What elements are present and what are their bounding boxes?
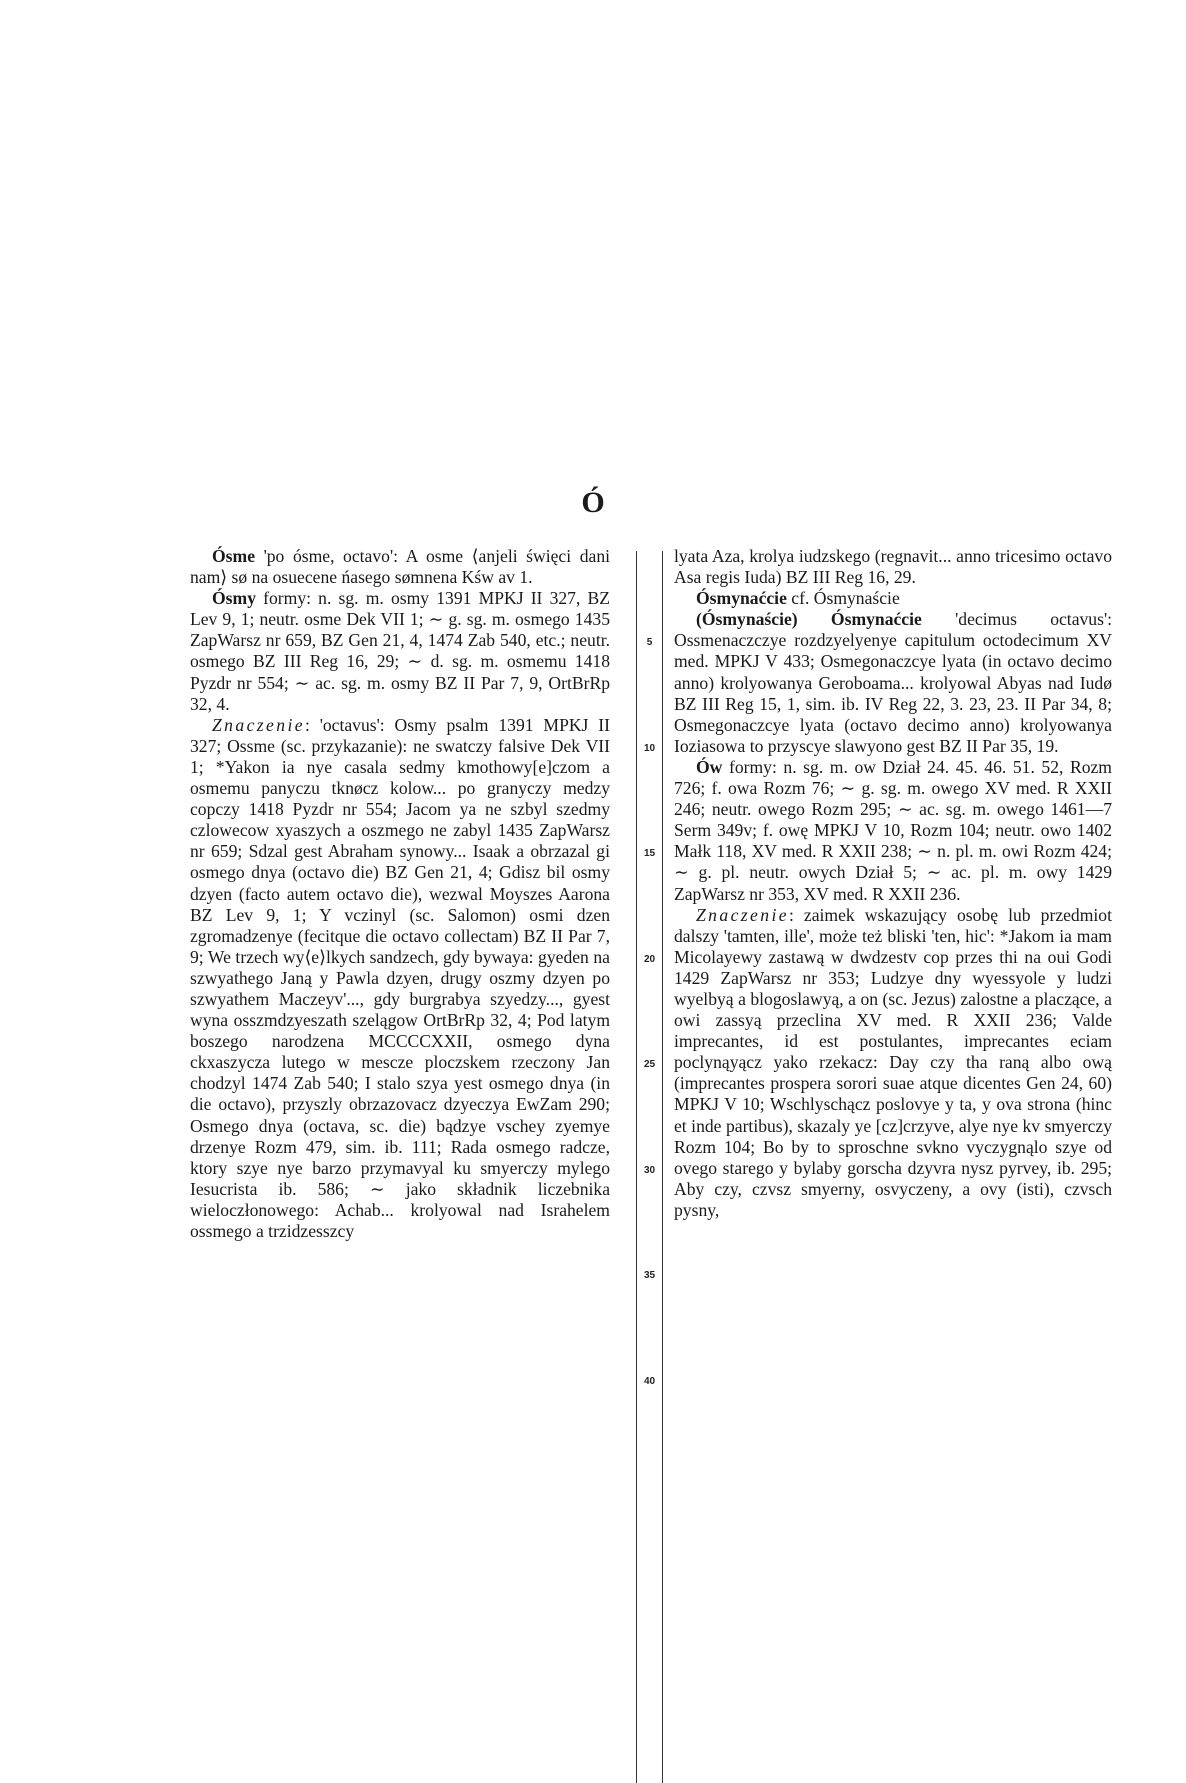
meaning-paragraph [674, 905, 1112, 1221]
page-heading: Ó [581, 486, 605, 519]
dictionary-entry [190, 546, 610, 588]
line-number: 30 [643, 1164, 656, 1176]
meaning-paragraph [190, 715, 610, 1242]
entry-text: 'decimus octavus': Ossmenaczczye rozdzyelyenye capitulum octodecimum XV med. MPKJ V 433; Osmegonaczcye lyata (in octavo decimo anno) krolyowanya Geroboama... krolyowal Abyas nad Iudø BZ III Reg 15, 1, sim. ib. IV Reg 22, 3. 23, 23. II Par 34, 8; Osmegonaczcye lyata (octavo decimo anno) krolyowanya Ioziasowa to przyscye slawyono gest BZ II Par 35, 19. [674, 609, 1112, 756]
entry-text: formy: n. sg. m. osmy 1391 MPKJ II 327, BZ Lev 9, 1; neutr. osme Dek VII 1; ∼ g. sg. m. osmego 1435 ZapWarsz nr 659, BZ Gen 21, 4, 1474 Zab 540, etc.; neutr. osmego BZ III Reg 16, 29; ∼ d. sg. m. osmemu 1418 Pyzdr nr 554; ∼ ac. sg. m. osmy BZ II Par 7, 9, OrtBrRp 32, 4. [190, 588, 610, 714]
dictionary-entry [674, 588, 1112, 609]
left-column [190, 546, 610, 1242]
line-number: 20 [643, 953, 656, 965]
meaning-text: : zaimek wskazujący osobę lub przedmiot dalszy 'tamten, ille', może też bliski 'ten, hic': *Jakom ia mam Micolayewy zastawą w dwdzestv cop przes thi na oui Godi 1429 ZapWarsz nr 353; Ludzye dny wyessyole y ludzi wyelbyą a blogoslawyą, a on (sc. Jezus) zalostne a placzące, a owi zassyą przeclina XV med. R XXII 236; Valde imprecantes, id est postulantes, imprecantes eciam poclynąyącz yako rzekacz: Day czy tha raną albo ową (imprecantes prospera sorori suae atque dicentes Gen 24, 60) MPKJ V 10; Wschlyschącz poslovye y ta, y ova strona (hinc et inde partibus), skazaly ye [cz]crzyve, alye nye kv smyerczy Rozm 104; Bo by to sproschne svkno vyczygnąlo szye od ovego starego y bylaby gorscha dzyvra nysz pyrvey, ib. 295; Aby czy, czvsz smyerny, osvyczeny, a ovy (isti), czvsch pysny, [674, 904, 1112, 1220]
entry-lemma: Ósme [212, 546, 255, 566]
column-rule-right [662, 551, 663, 1783]
line-number: 10 [643, 742, 656, 754]
entry-lemma: Ów [696, 756, 723, 777]
line-number: 15 [643, 848, 656, 860]
dictionary-entry [674, 609, 1112, 757]
meaning-label: Znaczenie [696, 904, 789, 925]
dictionary-entry [674, 757, 1112, 905]
right-column [674, 546, 1112, 1221]
line-number: 5 [646, 637, 653, 649]
meaning-label: Znaczenie [212, 714, 305, 735]
entry-text: 'po ósme, octavo': A osme ⟨anjeli święci dani nam⟩ sø na osuecene ńasego sømnena Kśw av 1. [190, 546, 611, 588]
line-number-gutter [637, 0, 662, 1733]
entry-text: formy: n. sg. m. ow Dział 24. 45. 46. 51. 52, Rozm 726; f. owa Rozm 76; ∼ g. sg. m. owego XV med. R XXII 246; neutr. owego Rozm 295; ∼ ac. sg. m. owego 1461—7 Serm 349v; f. owę MPKJ V 10, Rozm 104; neutr. owo 1402 Małk 118, XV med. R XXII 238; ∼ n. pl. m. owi Rozm 424; ∼ g. pl. neutr. owych Dział 5; ∼ ac. pl. m. owy 1429 ZapWarsz nr 353, XV med. R XXII 236. [674, 756, 1112, 904]
entry-text: cf. Ósmynaście [791, 588, 900, 609]
entry-lemma: Ósmynaćcie [696, 588, 787, 609]
line-number: 40 [643, 1375, 656, 1387]
continued-text: lyata Aza, krolya iudzskego (regnavit... anno tricesimo octavo Asa regis Iuda) BZ III Reg 16, 29. [674, 546, 1112, 588]
entry-lemma: (Ósmynaście) Ósmynaćcie [696, 609, 922, 630]
line-number: 35 [643, 1270, 656, 1282]
dictionary-entry [190, 588, 610, 715]
entry-lemma: Ósmy [212, 588, 256, 609]
line-number: 25 [643, 1059, 656, 1071]
meaning-text: : 'octavus': Osmy psalm 1391 MPKJ II 327; Ossme (sc. przykazanie): ne swatczy falsive Dek VII 1; *Yakon ia nye casala sedmy kmothowy[e]czom a osmemu panyczu tknøcz kolow... po granyczy medzy copczy 1418 Pyzdr nr 554; Jacom ya ne szbyl szedmy czlowecow xyaszych a oszmego ne zabyl 1435 ZapWarsz nr 659; Sdzal gest Abraham synowy... Isaak a obrzazal gi osmego dnya (octavo die) BZ Gen 21, 4; Gdisz bil osmy dzyen (facto autem octavo die), wezwal Moyszes Aarona BZ Lev 9, 1; Y vczinyl (sc. Salomon) osmi dzen zgromadzenye (fecitque die octavo collectam) BZ II Par 7, 9; We trzech wy⟨e⟩lkych sandzech, gdy bywaya: gyeden na szwyathego Janą y Pawla dzyen, drugy oszmy dzyen po szwyathem Maczeyv'..., gdy burgrabya szyedzy..., gyest wyna osszmdzyeszath szelągow OrtBrRp 32, 4; Pod latym boszego narodzena MCCCCXXII, osmego dyna ckxaszycza lutego w mescze ploczskem rzeczony Jan chodzyl 1474 Zab 540; I stalo szya yest osmego dnya (in die octavo), przyszly obrzazovacz dzyeczya EwZam 290; Osmego dnya (octava, sc. die) bądzye vschey zyemye drzenye Rozm 479, sim. ib. 111; Rada osmego radcze, ktory szye nye barzo przymavyal ku smyerczy mylego Iesucrista ib. 586; ∼ jako składnik liczebnika wieloczłonowego: Achab... krolyowal nad Israhelem ossmego a trzidzesszcy [190, 714, 610, 1241]
